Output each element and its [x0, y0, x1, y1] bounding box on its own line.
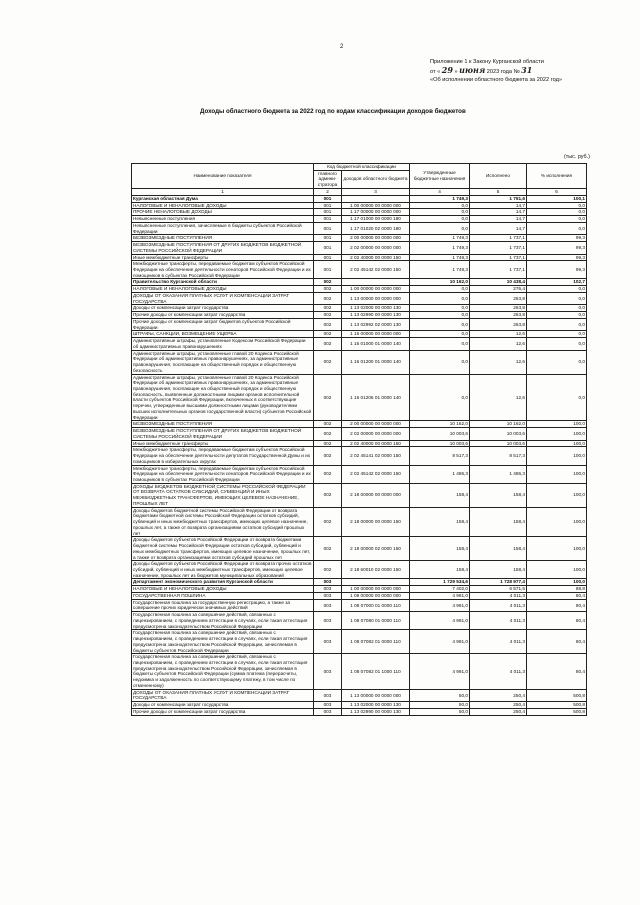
row-percent: 100,0	[527, 440, 587, 447]
row-percent: 0,0	[527, 350, 587, 374]
row-executed: 12,6	[470, 331, 527, 338]
row-percent: 99,3	[527, 261, 587, 279]
row-approved: 10 162,0	[410, 279, 470, 286]
header-income-code: доходов областного бюджета	[342, 170, 410, 188]
table-row	[132, 312, 587, 319]
row-name: БЕЗВОЗМЕЗДНЫЕ ПОСТУПЛЕНИЯ ОТ ДРУГИХ БЮДЖЕТОВ БЮДЖЕТНОЙ СИСТЕМЫ РОССИЙСКОЙ ФЕДЕРАЦИИ	[132, 242, 314, 254]
table-row	[132, 630, 587, 654]
row-name: БЕЗВОЗМЕЗДНЫЕ ПОСТУПЛЕНИЯ	[132, 235, 314, 242]
row-approved: 158,4	[410, 537, 470, 561]
annex-date-year: 2023 года №	[486, 69, 520, 75]
row-name: Государственная пошлина за совершение действий, связанных с лицензированием, с проведением аттестации в случаях, если такая аттестация предусмотрена законодательством Российской Федерации, зачисляемая в бюджеты субъектов Российской Федерации	[132, 630, 314, 654]
row-income-code: 1 00 00000 00 0000 000	[342, 586, 410, 593]
row-admin-code: 002	[314, 537, 342, 561]
row-percent: 100,0	[527, 428, 587, 440]
row-income-code	[342, 279, 410, 286]
row-approved: 1 749,3	[410, 195, 470, 202]
table-row	[132, 374, 587, 421]
row-name: Межбюджетные трансферты, передаваемые бюджетам субъектов Российской Федерации на обеспечение деятельности сенаторов Российской Федерации и их помощников в субъектах Российской Федерации	[132, 261, 314, 279]
row-executed: 158,4	[470, 561, 527, 579]
row-executed: 1 751,6	[470, 195, 527, 202]
row-executed: 250,4	[470, 689, 527, 701]
row-name: НАЛОГОВЫЕ И НЕНАЛОГОВЫЕ ДОХОДЫ	[132, 286, 314, 293]
table-row	[132, 235, 587, 242]
row-income-code: 1 08 00000 00 0000 000	[342, 592, 410, 599]
table-row	[132, 428, 587, 440]
revenue-table	[131, 163, 587, 716]
row-income-code: 1 13 00000 00 0000 000	[342, 689, 410, 701]
row-admin-code: 003	[314, 592, 342, 599]
row-percent: 100,0	[527, 465, 587, 483]
table-row	[132, 483, 587, 507]
row-executed: 4 011,3	[470, 592, 527, 599]
header-num-4: 4	[410, 188, 470, 195]
row-executed: 8 517,3	[470, 447, 527, 465]
document-title: Доходы областного бюджета за 2022 год по кодам классификации доходов бюджетов	[200, 108, 466, 115]
row-approved: 0,0	[410, 350, 470, 374]
table-row	[132, 507, 587, 537]
row-percent: 0,0	[527, 331, 587, 338]
row-executed: 263,8	[470, 312, 527, 319]
table-row	[132, 279, 587, 286]
row-income-code: 1 16 00000 00 0000 000	[342, 331, 410, 338]
row-executed: 10 438,4	[470, 279, 527, 286]
row-income-code: 1 00 00000 00 0000 000	[342, 286, 410, 293]
row-approved: 158,4	[410, 561, 470, 579]
row-income-code: 2 02 40000 00 0000 150	[342, 254, 410, 261]
row-admin-code: 002	[314, 292, 342, 304]
page-number: 2	[340, 44, 344, 50]
row-approved: 0,0	[410, 331, 470, 338]
row-name: Доходы от компенсации затрат государства	[132, 702, 314, 709]
row-income-code: 2 02 45142 02 0000 150	[342, 261, 410, 279]
row-admin-code: 002	[314, 312, 342, 319]
row-approved: 158,4	[410, 483, 470, 507]
table-row	[132, 338, 587, 350]
row-name: Прочие доходы от компенсации затрат бюджетов субъектов Российской Федерации	[132, 318, 314, 330]
row-approved: 10 162,0	[410, 421, 470, 428]
row-admin-code: 002	[314, 421, 342, 428]
row-percent: 100,0	[527, 483, 587, 507]
table-row	[132, 579, 587, 586]
row-percent: 0,0	[527, 318, 587, 330]
row-name: Правительство Курганской области	[132, 279, 314, 286]
row-income-code: 2 02 45141 02 0000 150	[342, 447, 410, 465]
row-income-code: 2 02 45142 02 0000 150	[342, 465, 410, 483]
row-executed: 276,4	[470, 286, 527, 293]
row-admin-code: 002	[314, 447, 342, 465]
row-income-code: 1 08 07082 01 0000 110	[342, 630, 410, 654]
row-name: Прочие доходы от компенсации затрат государства	[132, 708, 314, 715]
row-name: Прочие доходы от компенсации затрат государства	[132, 312, 314, 319]
row-approved: 0,0	[410, 286, 470, 293]
row-income-code: 1 08 07000 01 0000 110	[342, 599, 410, 611]
row-executed: 12,6	[470, 338, 527, 350]
row-approved: 158,4	[410, 507, 470, 537]
row-income-code: 2 18 00000 02 0000 150	[342, 537, 410, 561]
row-admin-code: 002	[314, 279, 342, 286]
row-name: НАЛОГОВЫЕ И НЕНАЛОГОВЫЕ ДОХОДЫ	[132, 586, 314, 593]
row-admin-code: 003	[314, 702, 342, 709]
header-name: Наименование показателя	[132, 164, 314, 189]
row-executed: 158,4	[470, 537, 527, 561]
row-admin-code: 001	[314, 254, 342, 261]
row-approved: 0,0	[410, 338, 470, 350]
row-executed: 4 011,3	[470, 630, 527, 654]
row-admin-code: 003	[314, 689, 342, 701]
row-name: Государственная пошлина за совершение действий, связанных с лицензированием, с проведением аттестации в случаях, если такая аттестация предусмотрена законодательством Российской Федерации, зачисляемая в бюджеты субъектов Российской Федерации (сумма платежа (перерасчеты, недоимка и задолженность по соответствующему платежу, в том числе по отмененному)	[132, 654, 314, 689]
header-num-6: 6	[527, 188, 587, 195]
row-name: ГОСУДАРСТВЕННАЯ ПОШЛИНА	[132, 592, 314, 599]
row-percent: 0,0	[527, 286, 587, 293]
table-row	[132, 561, 587, 579]
row-executed: 4 011,3	[470, 612, 527, 630]
row-admin-code: 002	[314, 305, 342, 312]
table-row	[132, 305, 587, 312]
row-approved: 0,0	[410, 209, 470, 216]
row-executed: 1 737,1	[470, 254, 527, 261]
row-executed: 12,6	[470, 350, 527, 374]
row-approved: 1 749,3	[410, 235, 470, 242]
row-income-code: 2 02 00000 00 0000 000	[342, 428, 410, 440]
header-num-2: 2	[314, 188, 342, 195]
row-approved: 50,0	[410, 708, 470, 715]
row-admin-code: 003	[314, 654, 342, 689]
row-executed: 250,4	[470, 702, 527, 709]
header-code-group: Код бюджетной классификации	[314, 164, 410, 171]
row-admin-code: 002	[314, 350, 342, 374]
row-executed: 14,7	[470, 216, 527, 223]
row-admin-code: 002	[314, 507, 342, 537]
row-name: Невыясненные поступления, зачисляемые в бюджеты субъектов Российской Федерации	[132, 222, 314, 234]
row-name: ПРОЧИЕ НЕНАЛОГОВЫЕ ДОХОДЫ	[132, 209, 314, 216]
table-row	[132, 261, 587, 279]
row-name: Иные межбюджетные трансферты	[132, 440, 314, 447]
table-row	[132, 222, 587, 234]
row-admin-code: 002	[314, 318, 342, 330]
row-admin-code: 001	[314, 209, 342, 216]
row-approved: 1 486,3	[410, 465, 470, 483]
row-percent: 80,4	[527, 612, 587, 630]
table-row	[132, 242, 587, 254]
row-name: Доходы бюджетов субъектов Российской Федерации от возврата бюджетами бюджетной системы Российской Федерации остатков субсидий, субвенций и иных межбюджетных трансфертов, имеющих целевое назначение, прошлых лет, а также от возврата организациями остатков субсидий прошлых лет	[132, 537, 314, 561]
row-income-code: 2 18 00000 00 0000 000	[342, 483, 410, 507]
annex-line-3: «Об исполнении областного бюджета за 2022 год»	[430, 77, 562, 83]
row-income-code: 1 08 07082 01 1000 110	[342, 654, 410, 689]
table-row	[132, 654, 587, 689]
table-row	[132, 465, 587, 483]
row-admin-code: 001	[314, 222, 342, 234]
annex-line-1: Приложение 1 к Закону Курганской области	[430, 59, 544, 65]
row-income-code: 1 13 02990 00 0000 130	[342, 312, 410, 319]
row-executed: 158,4	[470, 507, 527, 537]
row-executed: 12,6	[470, 374, 527, 421]
row-executed: 263,8	[470, 292, 527, 304]
row-approved: 10 003,6	[410, 440, 470, 447]
row-approved: 1 749,3	[410, 254, 470, 261]
table-row	[132, 447, 587, 465]
row-name: Доходы бюджетов бюджетной системы Российской Федерации от возврата бюджетами бюджетной системы Российской Федерации остатков субсидий, субвенций и иных межбюджетных трансфертов, имеющих целевое назначение, прошлых лет, а также от возврата организациями остатков субсидий прошлых лет	[132, 507, 314, 537]
row-name: Государственная пошлина за совершение действий, связанных с лицензированием, с проведением аттестации в случаях, если такая аттестация предусмотрена законодательством Российской Федерации	[132, 612, 314, 630]
row-name: Департамент экономического развития Курганской области	[132, 579, 314, 586]
row-percent: 100,0	[527, 537, 587, 561]
table-row	[132, 292, 587, 304]
row-admin-code: 002	[314, 338, 342, 350]
table-row	[132, 708, 587, 715]
row-income-code: 2 00 00000 00 0000 000	[342, 421, 410, 428]
row-percent: 0,0	[527, 209, 587, 216]
row-admin-code: 003	[314, 579, 342, 586]
row-name: ДОХОДЫ БЮДЖЕТОВ БЮДЖЕТНОЙ СИСТЕМЫ РОССИЙСКОЙ ФЕДЕРАЦИИ ОТ ВОЗВРАТА ОСТАТКОВ СУБСИДИЙ, СУБВЕНЦИЙ И ИНЫХ МЕЖБЮДЖЕТНЫХ ТРАНСФЕРТОВ, ИМЕЮЩИХ ЦЕЛЕВОЕ НАЗНАЧЕНИЕ, ПРОШЛЫХ ЛЕТ	[132, 483, 314, 507]
table-row	[132, 421, 587, 428]
row-approved: 0,0	[410, 374, 470, 421]
row-name: Государственная пошлина за государственную регистрацию, а также за совершение прочих юридически значимых действий	[132, 599, 314, 611]
annex-date-month: июня	[459, 65, 486, 75]
row-income-code	[342, 579, 410, 586]
row-income-code: 1 13 02000 00 0000 130	[342, 305, 410, 312]
row-name: Административные штрафы, установленные главой 20 Кодекса Российской Федерации об административных правонарушениях, за административные правонарушения, посягающие на общественный порядок и общественную безопасность	[132, 350, 314, 374]
row-income-code: 1 16 01206 01 0000 140	[342, 374, 410, 421]
table-row	[132, 586, 587, 593]
row-percent: 500,8	[527, 708, 587, 715]
row-percent: 88,8	[527, 586, 587, 593]
row-income-code: 2 18 60010 02 0000 150	[342, 561, 410, 579]
row-approved: 0,0	[410, 216, 470, 223]
header-admin: главного админи-стратора	[314, 170, 342, 188]
header-num-5: 5	[470, 188, 527, 195]
row-income-code: 1 16 01200 01 0000 140	[342, 350, 410, 374]
row-income-code: 1 13 02000 00 0000 130	[342, 702, 410, 709]
row-income-code: 2 00 00000 00 0000 000	[342, 235, 410, 242]
row-admin-code: 001	[314, 195, 342, 202]
annex-line-2	[430, 66, 562, 76]
row-approved: 1 749,3	[410, 261, 470, 279]
row-admin-code: 002	[314, 483, 342, 507]
table-row	[132, 254, 587, 261]
row-approved: 0,0	[410, 222, 470, 234]
row-percent: 0,0	[527, 222, 587, 234]
row-percent: 80,4	[527, 654, 587, 689]
table-row	[132, 612, 587, 630]
row-name: БЕЗВОЗМЕЗДНЫЕ ПОСТУПЛЕНИЯ ОТ ДРУГИХ БЮДЖЕТОВ БЮДЖЕТНОЙ СИСТЕМЫ РОССИЙСКОЙ ФЕДЕРАЦИИ	[132, 428, 314, 440]
annex-header	[430, 58, 562, 84]
row-admin-code: 002	[314, 374, 342, 421]
row-name: Межбюджетные трансферты, передаваемые бюджетам субъектов Российской Федерации на обеспечение деятельности депутатов Государственной Думы и их помощников в избирательных округах	[132, 447, 314, 465]
row-executed: 250,4	[470, 708, 527, 715]
row-income-code	[342, 195, 410, 202]
row-percent: 100,0	[527, 447, 587, 465]
row-executed: 10 162,0	[470, 421, 527, 428]
row-percent: 99,3	[527, 242, 587, 254]
row-executed: 14,7	[470, 209, 527, 216]
row-name: Межбюджетные трансферты, передаваемые бюджетам субъектов Российской Федерации на обеспечение деятельности сенаторов Российской Федерации и их помощников в субъектах Российской Федерации	[132, 465, 314, 483]
row-percent: 102,7	[527, 279, 587, 286]
row-approved: 0,0	[410, 305, 470, 312]
row-name: Административные штрафы, установленные Кодексом Российской Федерации об административных правонарушениях	[132, 338, 314, 350]
row-approved: 50,0	[410, 689, 470, 701]
table-body	[132, 195, 587, 715]
header-percent: % исполнения	[527, 164, 587, 189]
row-percent: 100,0	[527, 579, 587, 586]
row-percent: 80,4	[527, 592, 587, 599]
row-approved: 0,0	[410, 312, 470, 319]
row-approved: 4 991,0	[410, 592, 470, 599]
row-executed: 1 728 977,4	[470, 579, 527, 586]
table-row	[132, 350, 587, 374]
row-income-code: 1 13 02990 00 0000 130	[342, 708, 410, 715]
row-name: Административные штрафы, установленные главой 20 Кодекса Российской Федерации об административных правонарушениях, за административные правонарушения, посягающие на общественный порядок и общественную безопасность, выявленные должностными лицами органов исполнительной власти субъектов Российской Федерации, включенных в соответствующие перечни, утвержденные высшими должностными лицами (руководителями высших исполнительных органов государственной власти) субъектов Российской Федерации	[132, 374, 314, 421]
row-approved: 0,0	[410, 292, 470, 304]
row-name: ДОХОДЫ ОТ ОКАЗАНИЯ ПЛАТНЫХ УСЛУГ И КОМПЕНСАЦИИ ЗАТРАТ ГОСУДАРСТВА	[132, 292, 314, 304]
row-admin-code: 003	[314, 612, 342, 630]
row-admin-code: 001	[314, 235, 342, 242]
row-admin-code: 002	[314, 440, 342, 447]
row-executed: 1 737,1	[470, 235, 527, 242]
header-num-3: 3	[342, 188, 410, 195]
row-income-code: 2 02 00000 00 0000 000	[342, 242, 410, 254]
header-approved: Утвержденные бюджетные назначения	[410, 164, 470, 189]
row-percent: 99,3	[527, 254, 587, 261]
table-row	[132, 286, 587, 293]
row-admin-code: 003	[314, 708, 342, 715]
row-executed: 14,7	[470, 222, 527, 234]
row-admin-code: 002	[314, 286, 342, 293]
table-row	[132, 318, 587, 330]
row-name: НАЛОГОВЫЕ И НЕНАЛОГОВЫЕ ДОХОДЫ	[132, 202, 314, 209]
row-admin-code: 001	[314, 216, 342, 223]
row-percent: 0,0	[527, 338, 587, 350]
row-executed: 10 003,6	[470, 440, 527, 447]
row-approved: 10 003,6	[410, 428, 470, 440]
row-income-code: 1 17 00000 00 0000 000	[342, 209, 410, 216]
row-executed: 4 011,3	[470, 599, 527, 611]
row-admin-code: 001	[314, 242, 342, 254]
annex-law-number: 31	[521, 65, 533, 75]
row-income-code: 1 00 00000 00 0000 000	[342, 202, 410, 209]
unit-label: (тыс. руб.)	[564, 154, 590, 160]
row-percent: 100,0	[527, 421, 587, 428]
row-executed: 4 011,3	[470, 654, 527, 689]
row-income-code: 1 13 00000 00 0000 000	[342, 292, 410, 304]
row-income-code: 1 16 01000 01 0000 140	[342, 338, 410, 350]
row-executed: 1 486,3	[470, 465, 527, 483]
table-row	[132, 592, 587, 599]
table-row	[132, 209, 587, 216]
row-percent: 100,0	[527, 561, 587, 579]
row-admin-code: 002	[314, 561, 342, 579]
row-name: Доходы от компенсации затрат государства	[132, 305, 314, 312]
row-percent: 500,8	[527, 689, 587, 701]
table-row	[132, 440, 587, 447]
row-name: Иные межбюджетные трансферты	[132, 254, 314, 261]
row-executed: 263,8	[470, 305, 527, 312]
row-executed: 263,8	[470, 318, 527, 330]
row-approved: 1 749,3	[410, 242, 470, 254]
row-name: ШТРАФЫ, САНКЦИИ, ВОЗМЕЩЕНИЕ УЩЕРБА	[132, 331, 314, 338]
row-admin-code: 002	[314, 465, 342, 483]
row-percent: 0,0	[527, 374, 587, 421]
row-admin-code: 002	[314, 331, 342, 338]
row-percent: 0,0	[527, 312, 587, 319]
row-approved: 7 402,0	[410, 586, 470, 593]
header-num-1: 1	[132, 188, 314, 195]
row-approved: 8 517,3	[410, 447, 470, 465]
header-executed: Исполнено	[470, 164, 527, 189]
row-percent: 100,1	[527, 195, 587, 202]
row-approved: 1 729 534,6	[410, 579, 470, 586]
row-income-code: 2 02 40000 00 0000 150	[342, 440, 410, 447]
row-approved: 4 991,0	[410, 612, 470, 630]
row-executed: 1 737,1	[470, 242, 527, 254]
row-name: ДОХОДЫ ОТ ОКАЗАНИЯ ПЛАТНЫХ УСЛУГ И КОМПЕНСАЦИИ ЗАТРАТ ГОСУДАРСТВА	[132, 689, 314, 701]
row-percent: 500,8	[527, 702, 587, 709]
row-approved: 4 991,0	[410, 654, 470, 689]
row-income-code: 1 17 01020 02 0000 180	[342, 222, 410, 234]
table-row	[132, 195, 587, 202]
row-executed: 6 571,5	[470, 586, 527, 593]
row-admin-code: 002	[314, 428, 342, 440]
row-approved: 4 991,0	[410, 630, 470, 654]
row-percent: 100,0	[527, 507, 587, 537]
annex-date-day: 29	[441, 65, 453, 75]
table-row	[132, 202, 587, 209]
table-row	[132, 702, 587, 709]
table-row	[132, 216, 587, 223]
row-percent: 80,4	[527, 599, 587, 611]
annex-date-prefix: от «	[430, 69, 441, 75]
row-executed: 10 003,6	[470, 428, 527, 440]
table-row	[132, 689, 587, 701]
row-approved: 50,0	[410, 702, 470, 709]
row-name: Курганская областная Дума	[132, 195, 314, 202]
row-executed: 14,7	[470, 202, 527, 209]
row-approved: 0,0	[410, 202, 470, 209]
row-admin-code: 001	[314, 261, 342, 279]
row-approved: 4 991,0	[410, 599, 470, 611]
row-admin-code: 003	[314, 586, 342, 593]
table-row	[132, 331, 587, 338]
annex-date-mid: »	[454, 69, 458, 75]
row-name: Невыясненные поступления	[132, 216, 314, 223]
row-admin-code: 003	[314, 630, 342, 654]
row-name: БЕЗВОЗМЕЗДНЫЕ ПОСТУПЛЕНИЯ	[132, 421, 314, 428]
row-admin-code: 003	[314, 599, 342, 611]
row-income-code: 1 13 02992 02 0000 130	[342, 318, 410, 330]
row-percent: 99,3	[527, 235, 587, 242]
row-admin-code: 001	[314, 202, 342, 209]
row-percent: 80,4	[527, 630, 587, 654]
row-income-code: 2 18 00000 00 0000 150	[342, 507, 410, 537]
row-percent: 0,0	[527, 292, 587, 304]
row-approved: 0,0	[410, 318, 470, 330]
row-income-code: 1 08 07080 01 0000 110	[342, 612, 410, 630]
table-row	[132, 599, 587, 611]
row-executed: 1 737,1	[470, 261, 527, 279]
row-percent: 0,0	[527, 216, 587, 223]
table-row	[132, 537, 587, 561]
row-income-code: 1 17 01000 00 0000 180	[342, 216, 410, 223]
row-name: Доходы бюджетов субъектов Российской Федерации от возврата прочих остатков субсидий, субвенций и иных межбюджетных трансфертов, имеющих целевое назначение, прошлых лет из бюджетов муниципальных образований	[133, 561, 312, 578]
row-percent: 0,0	[527, 202, 587, 209]
row-percent: 0,0	[527, 305, 587, 312]
row-executed: 158,4	[470, 483, 527, 507]
